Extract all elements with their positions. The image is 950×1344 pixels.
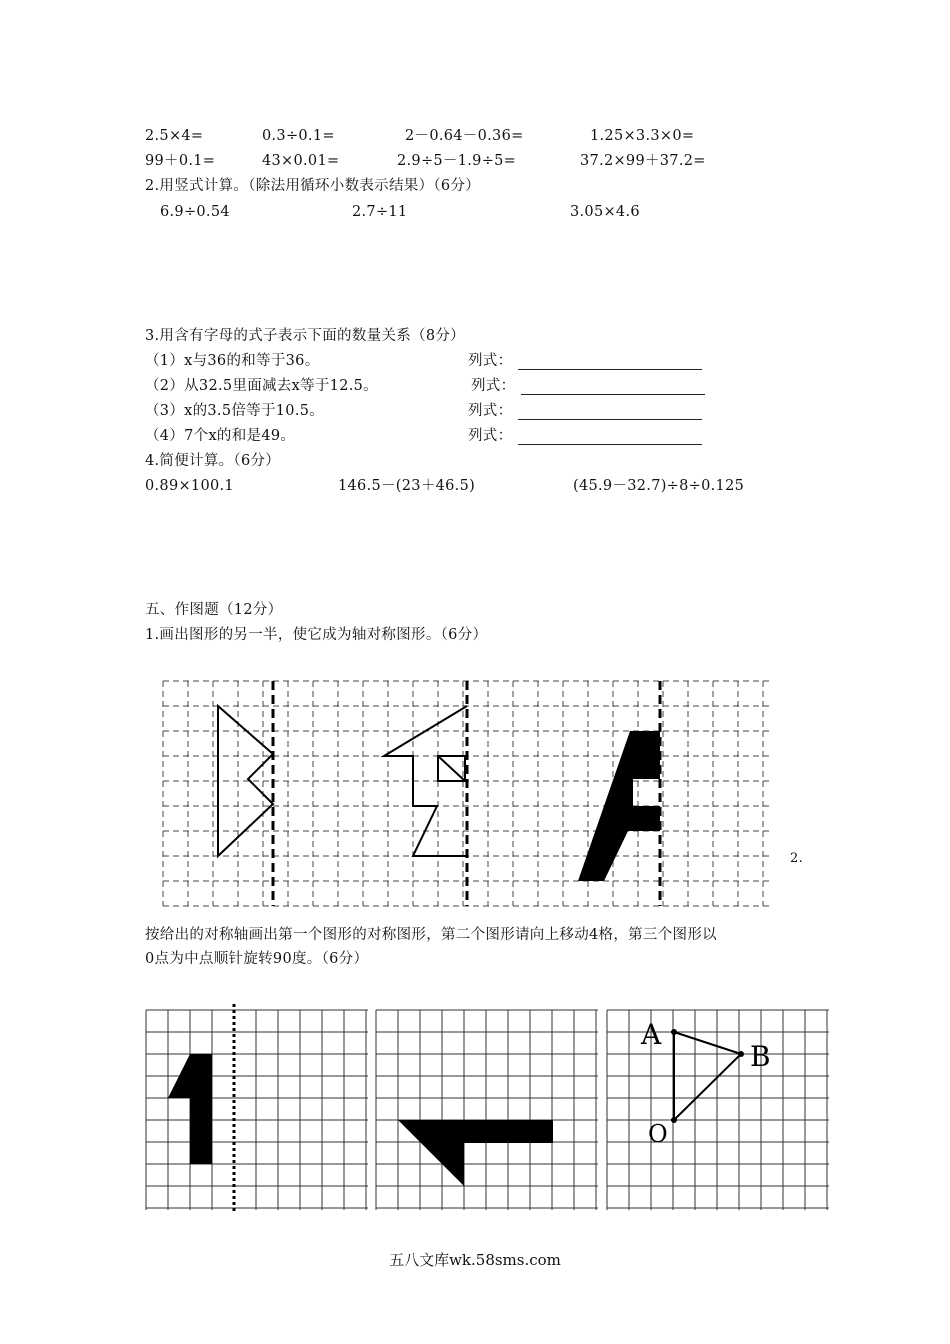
q4-title: 4.简便计算。（6分） (145, 453, 281, 469)
section5-q2-number: 2. (790, 851, 804, 866)
q4-item-1: 0.89×100.1 (145, 478, 234, 494)
answer-label-2: 列式： (471, 378, 516, 394)
answer-label-3: 列式： (468, 403, 513, 419)
q2-item-3: 3.05×4.6 (570, 204, 640, 220)
q3-title: 3.用含有字母的式子表示下面的数量关系（8分） (145, 328, 465, 344)
oral-calc-8: 37.2×99＋37.2= (580, 153, 706, 169)
label-b: B (750, 1040, 771, 1073)
q3-item-4: （4）7个x的和是49。 (145, 428, 296, 444)
q4-item-2: 146.5－(23＋46.5) (338, 478, 476, 494)
q3-item-1: （1）x与36的和等于36。 (145, 353, 320, 369)
q2-title: 2.用竖式计算。（除法用循环小数表示结果）（6分） (145, 178, 481, 194)
section5-title: 五、作图题（12分） (145, 602, 283, 618)
q2-item-1: 6.9÷0.54 (160, 204, 230, 220)
q3-item-2: （2）从32.5里面减去x等于12.5。 (145, 378, 378, 394)
oral-calc-4: 1.25×3.3×0= (590, 128, 695, 144)
oral-calc-6: 43×0.01= (262, 153, 340, 169)
oral-calc-1: 2.5×4= (145, 128, 204, 144)
oral-calc-2: 0.3÷0.1= (262, 128, 335, 144)
section5-q2-line1: 按给出的对称轴画出第一个图形的对称图形，第二个图形请向上移动4格，第三个图形以 (145, 927, 717, 943)
footer-watermark: 五八文库wk.58sms.com (389, 1251, 561, 1269)
oral-calc-7: 2.9÷5－1.9÷5= (397, 153, 517, 169)
section5-q1: 1.画出图形的另一半，使它成为轴对称图形。（6分） (145, 627, 488, 643)
oral-calc-3: 2－0.64－0.36= (405, 128, 524, 144)
answer-label-4: 列式： (468, 428, 513, 444)
q4-item-3: (45.9－32.7)÷8÷0.125 (573, 478, 745, 494)
label-o: O (648, 1120, 668, 1148)
q2-item-2: 2.7÷11 (352, 204, 408, 220)
section5-q2-line2: 0点为中点顺针旋转90度。（6分） (145, 951, 369, 967)
oral-calc-5: 99＋0.1= (145, 153, 216, 169)
q3-item-3: （3）x的3.5倍等于10.5。 (145, 403, 325, 419)
label-a: A (641, 1018, 662, 1051)
answer-label-1: 列式： (468, 353, 513, 369)
